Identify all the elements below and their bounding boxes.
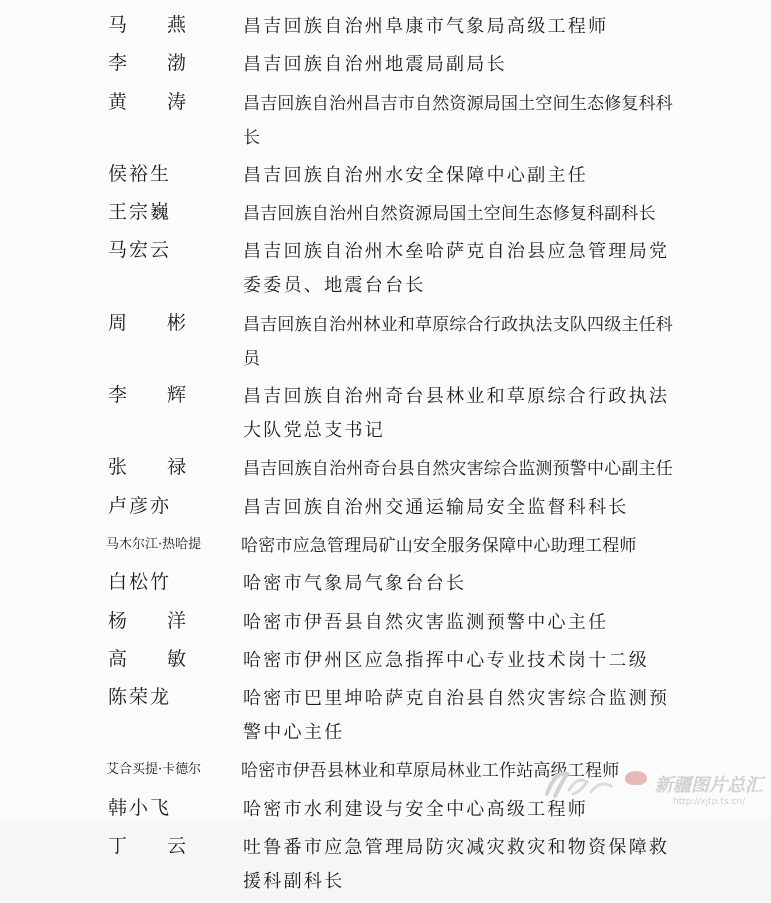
list-item: [0, 567, 771, 601]
list-item: [0, 87, 771, 155]
person-name: 马木尔江·热哈提: [106, 536, 202, 552]
watermark: [543, 766, 763, 807]
list-item: [0, 48, 771, 82]
person-position: 昌吉回族自治州交通运输局安全监督科科长: [243, 496, 629, 518]
flower-icon: [625, 771, 647, 785]
person-position: 昌吉回族自治州奇台县自然灾害综合监测预警中心副主任: [243, 459, 673, 480]
list-item: [0, 529, 771, 563]
person-name: 马宏云: [108, 239, 172, 262]
list-item: [0, 308, 771, 376]
person-position: 哈密市巴里坤哈萨克自治县自然灾害综合监测预警中心主任: [243, 688, 670, 744]
person-name: 张 禄: [108, 456, 204, 479]
tianshan-calligraphy-logo-icon: [543, 766, 617, 807]
person-position: 昌吉回族自治州林业和草原综合行政执法支队四级主任科员: [243, 314, 673, 369]
person-position: 哈密市伊州区应急指挥中心专业技术岗十二级: [243, 649, 649, 671]
person-position: 昌吉回族自治州奇台县林业和草原综合行政执法大队党总支书记: [243, 386, 670, 442]
person-name: 陈荣龙: [108, 686, 172, 709]
person-position: 哈密市伊吾县自然灾害监测预警中心主任: [243, 611, 609, 633]
person-name: 韩小飞: [108, 796, 172, 819]
person-position: 哈密市伊吾县林业和草原局林业工作站高级工程师: [241, 761, 620, 782]
list-item: [0, 380, 771, 448]
person-name: 卢彦亦: [108, 494, 172, 517]
person-name: 艾合买提·卡德尔: [106, 762, 202, 778]
person-name: 马 燕: [108, 14, 204, 36]
list-item: [0, 452, 771, 486]
person-name: 李 辉: [108, 384, 204, 407]
list-item: [0, 491, 771, 525]
person-name: 侯裕生: [108, 162, 172, 185]
person-position: 昌吉回族自治州木垒哈萨克自治县应急管理局党委委员、地震台台长: [243, 241, 670, 297]
watermark-title: 新疆图片总汇: [655, 775, 763, 796]
person-name: 李 渤: [108, 52, 204, 75]
person-position: 昌吉回族自治州水安全保障中心副主任: [243, 164, 589, 186]
person-position: 昌吉回族自治州阜康市气象局高级工程师: [243, 16, 609, 37]
person-name: 黄 涛: [108, 90, 204, 113]
person-name: 丁 云: [108, 835, 204, 858]
list-item: [0, 831, 771, 899]
person-position: 哈密市气象局气象台台长: [243, 573, 467, 595]
person-position: 昌吉回族自治州昌吉市自然资源局国土空间生态修复科科长: [243, 93, 673, 148]
person-position: 昌吉回族自治州地震局副局长: [243, 54, 507, 76]
person-name: 白松竹: [108, 571, 172, 594]
person-name: 杨 洋: [108, 609, 204, 632]
list-item: [0, 235, 771, 303]
person-position: 哈密市水利建设与安全中心高级工程师: [243, 798, 589, 820]
list-item: [0, 197, 771, 231]
list-item: [0, 644, 771, 678]
list-item: [0, 10, 771, 44]
person-name: 高 敏: [108, 647, 204, 670]
list-item: [0, 159, 771, 193]
person-position: 吐鲁番市应急管理局防灾减灾救灾和物资保障救援科副科长: [243, 837, 670, 893]
watermark-url: http://xjtp.ts.cn/: [672, 797, 746, 807]
watermark-text: [655, 771, 763, 807]
person-name: 周 彬: [108, 311, 204, 334]
person-position: 昌吉回族自治州自然资源局国土空间生态修复科副科长: [243, 204, 656, 225]
list-item: [0, 682, 771, 750]
person-position: 哈密市应急管理局矿山安全服务保障中心助理工程师: [241, 535, 637, 556]
person-name: 王宗巍: [108, 201, 172, 224]
list-item: [0, 606, 771, 640]
